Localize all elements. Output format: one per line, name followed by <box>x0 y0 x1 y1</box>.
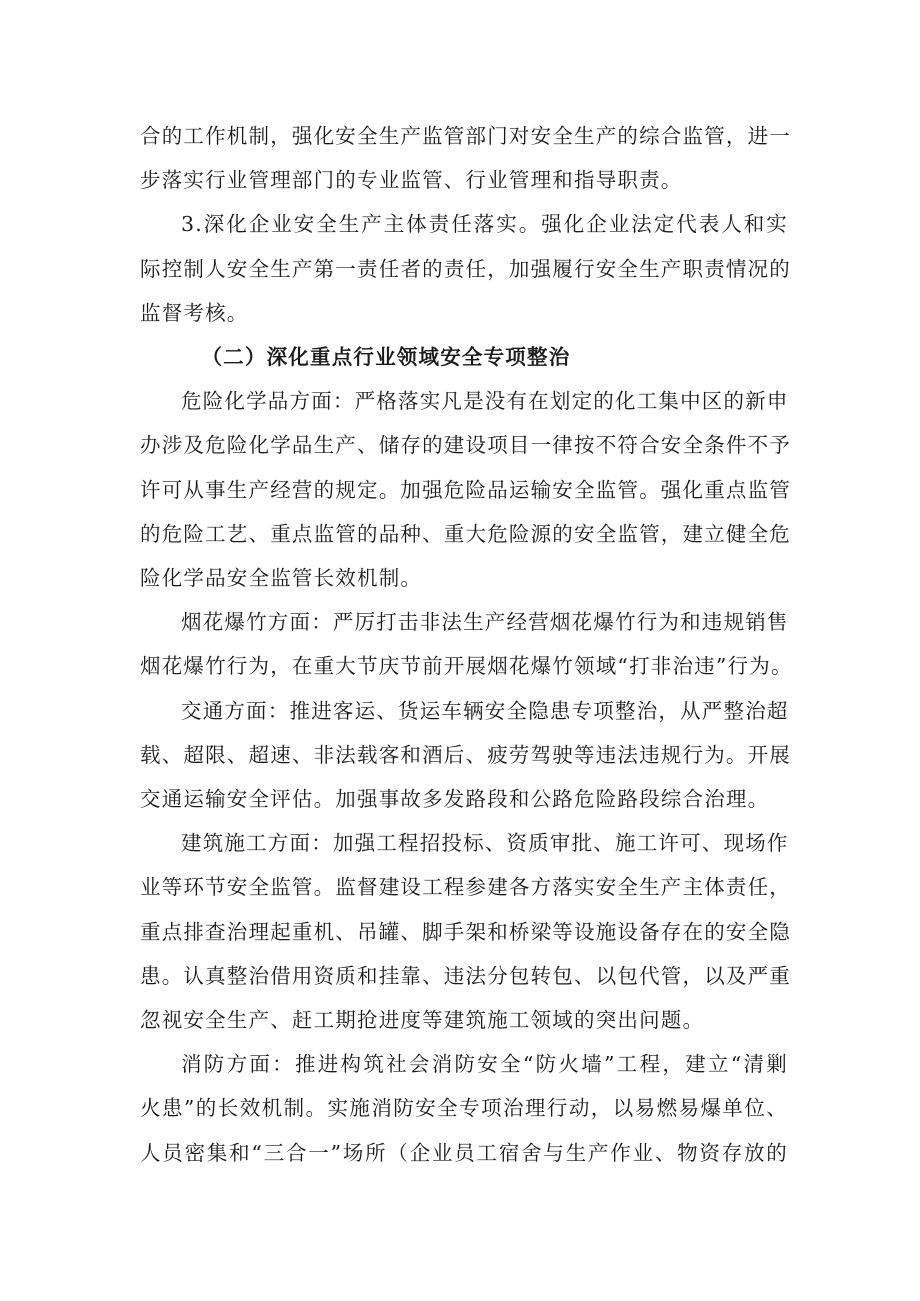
text-line: 监督考核。 <box>140 300 249 325</box>
text-line: 人员密集和“三合一”场所（企业员工宿舍与生产作业、物资存放的 <box>140 1140 788 1165</box>
text-line: 烟花爆竹方面：严厉打击非法生产经营烟花爆竹行为和违规销售 <box>181 610 789 635</box>
text-line: 重点排查治理起重机、吊罐、脚手架和桥梁等设施设备存在的安全隐 <box>140 919 791 944</box>
text-line: 步落实行业管理部门的专业监管、行业管理和指导职责。 <box>140 168 683 193</box>
text-line: 办涉及危险化学品生产、储存的建设项目一律按不符合安全条件不予 <box>140 433 791 458</box>
document-body <box>140 114 793 1175</box>
paragraph-fireworks <box>140 600 793 688</box>
text-line: 险化学品安全监管长效机制。 <box>140 566 423 591</box>
text-line: 3.深化企业安全生产主体责任落实。强化企业法定代表人和实 <box>181 212 788 237</box>
text-line: 忽视安全生产、赶工期抢进度等建筑施工领域的突出问题。 <box>140 1008 705 1033</box>
text-line: 际控制人安全生产第一责任者的责任，加强履行安全生产职责情况的 <box>140 256 791 281</box>
text-line: 载、超限、超速、非法载客和酒后、疲劳驾驶等违法违规行为。开展 <box>140 742 791 767</box>
paragraph-traffic <box>140 689 791 822</box>
text-line: 业等环节安全监管。监督建设工程参建各方落实安全生产主体责任， <box>140 875 791 900</box>
text-line: 消防方面：推进构筑社会消防安全“防火墙”工程，建立“清剿 <box>181 1052 788 1077</box>
text-line: 火患”的长效机制。实施消防安全专项治理行动，以易燃易爆单位、 <box>140 1096 788 1121</box>
paragraph-hazardous-chemicals <box>140 379 791 600</box>
text-line: 的危险工艺、重点监管的品种、重大危险源的安全监管，建立健全危 <box>140 521 791 546</box>
paragraph-item-3 <box>140 202 791 335</box>
text-line: 交通运输安全评估。加强事故多发路段和公路危险路段综合治理。 <box>140 787 770 812</box>
text-line: 危险化学品方面：严格落实凡是没有在划定的化工集中区的新申 <box>181 389 789 414</box>
text-line: 许可从事生产经营的规定。加强危险品运输安全监管。强化重点监管 <box>140 477 791 502</box>
text-line: 烟花爆竹行为，在重大节庆节前开展烟花爆竹领域“打非治违”行为。 <box>140 654 793 679</box>
paragraph-fire-protection <box>140 1042 788 1175</box>
paragraph-construction <box>140 821 791 1042</box>
section-heading <box>140 335 788 379</box>
text-line: 建筑施工方面：加强工程招投标、资质审批、施工许可、现场作 <box>181 831 789 856</box>
text-line: 患。认真整治借用资质和挂靠、违法分包转包、以包代管，以及严重 <box>140 963 791 988</box>
heading-text: （二）深化重点行业领域安全专项整治 <box>201 345 571 370</box>
text-line: 合的工作机制，强化安全生产监管部门对安全生产的综合监管，进一 <box>140 124 791 148</box>
paragraph-continuation <box>140 114 791 202</box>
text-line: 交通方面：推进客运、货运车辆安全隐患专项整治，从严整治超 <box>181 698 789 723</box>
